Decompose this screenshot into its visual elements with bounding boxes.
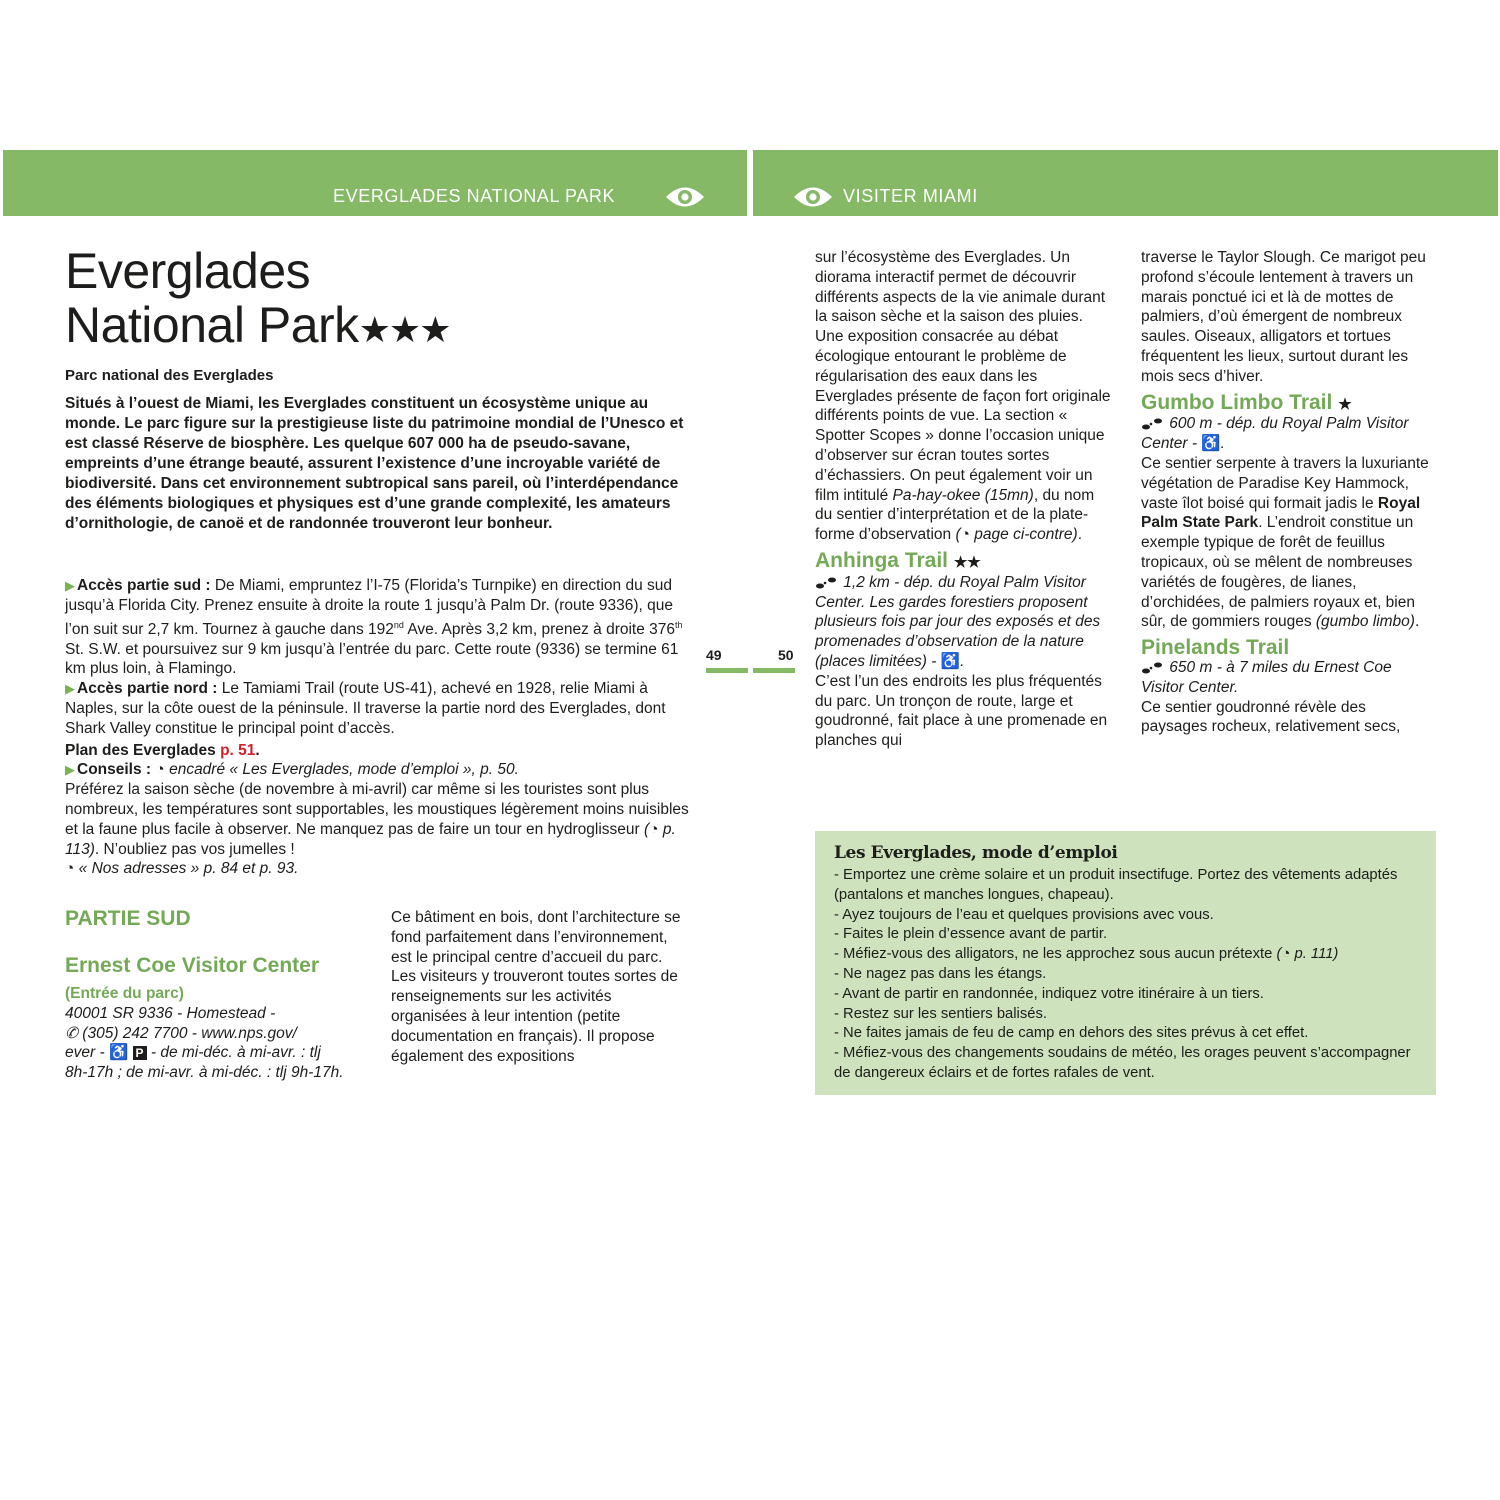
addresses-reference: ◔ « Nos adresses » p. 84 et p. 93. <box>65 860 299 878</box>
eye-icon <box>793 184 833 210</box>
trail-title-pinelands: Pinelands Trail <box>1141 636 1290 660</box>
visitor-center-title: Ernest Coe Visitor Center <box>65 954 320 977</box>
section-title: PARTIE SUD <box>65 907 191 930</box>
rating-stars: ★ <box>1338 395 1352 413</box>
tips: ▶ Conseils : ◔ encadré « Les Everglades, mode d’emploi », p. 50. <box>65 761 519 779</box>
page-number-right: 50 <box>778 647 794 663</box>
rating-stars: ★★★ <box>358 309 450 350</box>
trail-title-anhinga: Anhinga Trail ★★ <box>815 548 981 572</box>
column-3: sur l’écosystème des Everglades. Un diorama interactif permet de découvrir différents aspects de la vie animale durant la saison sèche et la saison des pluies. Une exposition consacrée au débat écologique entourant le problème de régularisation des eaux dans les Everglades présente de façon fort originale différents points de vue. La section « Spotter Scopes » donne l’occasion unique d’observer sur écran toutes sortes d’échassiers. On peut également voir un film intitulé Pa-hay-okee (15mn), du nom du sentier d’interprétation et de la plate-forme d’observation (◔ page ci-contre). Anhinga Trail ★★ 1,2 km - dép. du Royal Palm Visitor Center. Les gardes forestiers proposent plusieurs fois par jour des exposés et des promenades d’observation de la nature (places limitées) - ♿. C’est l’un des endroits les plus fréquentés du parc. Un tronçon de route, large et goudronné, fait place à une promenade en planches qui <box>815 248 1115 751</box>
column-4: traverse le Taylor Slough. Ce marigot peu profond s’écoule lentement à travers un marais ponctué ici et là de mottes de palmiers, d’où émergent de nombreux saules. Oiseaux, alligators et tortues fréquentent les lieux, surtout durant les mois secs d’hiver. Gumbo Limbo Trail ★ 600 m - dép. du Royal Palm Visitor Center - ♿. Ce sentier serpente à travers la luxuriante végétation de Paradise Key Hammock, vaste îlot boisé qui formait jadis le Royal Palm State Park. L’endroit constitue un exemple typique de forêt de feuillus tropicaux, où se mêlent de nombreuses variétés de fougères, de lianes, d’orchidées, de palmiers royaux et, bien sûr, de gommiers rouges (gumbo limbo). Pinelands Trail 650 m - à 7 miles du Ernest Coe Visitor Center. Ce sentier goudronné révèle des paysages rocheux, relativement secs, <box>1141 248 1436 737</box>
running-head-left: EVERGLADES NATIONAL PARK <box>333 186 616 206</box>
rating-stars: ★★ <box>953 553 981 571</box>
triangle-bullet-icon: ▶ <box>65 681 75 697</box>
list-item: - Ne nagez pas dans les étangs. <box>834 965 1047 982</box>
access-block <box>65 576 695 879</box>
list-item: - Emportez une crème solaire et un produit insectifuge. Portez des vêtements adaptés (pantalons et manches longues, chapeau). <box>834 867 1398 903</box>
phone-icon: ✆ <box>65 1024 78 1042</box>
triangle-bullet-icon: ▶ <box>65 762 75 778</box>
tips-box-title: Les Everglades, mode d’emploi <box>834 843 1118 863</box>
tips-box-list <box>834 866 1424 1084</box>
page-bar-right <box>753 668 795 673</box>
footsteps-icon <box>1141 662 1165 674</box>
visitor-center-info: (Entrée du parc) 40001 SR 9336 - Homestead - ✆ (305) 242 7700 - www.nps.gov/ ever - ♿ P - de mi-déc. à mi-avr. : tlj 8h-17h ; de mi-avr. à mi-déc. : tlj 9h-17h. <box>65 985 344 1082</box>
eye-icon <box>665 184 705 210</box>
list-item: - Faites le plein d’essence avant de partir. <box>834 926 1108 943</box>
see-reference-icon: ◔ <box>1281 946 1291 963</box>
parking-icon: P <box>133 1046 147 1060</box>
list-item: - Avant de partir en randonnée, indiquez votre itinéraire à un tiers. <box>834 985 1264 1002</box>
see-reference-icon: ◔ <box>960 526 970 544</box>
title-line-1: Everglades <box>65 243 311 299</box>
see-reference-icon: ◔ <box>155 761 165 779</box>
list-item: - Ne faites jamais de feu de camp en dehors des sites prévus à cet effet. <box>834 1025 1309 1042</box>
map-reference: Plan des Everglades p. 51. <box>65 741 260 759</box>
list-item: - Restez sur les sentiers balisés. <box>834 1005 1047 1022</box>
footsteps-icon <box>815 577 839 589</box>
running-head-right: VISITER MIAMI <box>843 186 978 206</box>
wheelchair-icon: ♿ <box>1201 435 1221 453</box>
access-south: ▶ Accès partie sud : De Miami, empruntez l’I-75 (Florida’s Turnpike) en direction du sud jusqu’à Florida City. Prenez ensuite à droite la route 1 jusqu’à Palm Dr. (route 9336), que l’on suit sur 2,7 km. Tournez à gauche dans 192nd Ave. Après 3,2 km, prenez à droite 376th St. S.W. et poursuivez sur 9 km jusqu’à l’entrée du parc. Cette route (9336) se termine 61 km plus loin, à Flamingo. <box>65 577 683 678</box>
list-item: - Méfiez-vous des alligators, ne les approchez sous aucun prétexte (◔ p. 111) <box>834 946 1339 963</box>
trail-title-gumbo-limbo: Gumbo Limbo Trail ★ <box>1141 390 1352 414</box>
triangle-bullet-icon: ▶ <box>65 578 75 593</box>
subtitle: Parc national des Everglades <box>65 367 274 384</box>
map-page-link[interactable]: p. 51 <box>220 741 256 759</box>
list-item: - Ayez toujours de l’eau et quelques provisions avec vous. <box>834 906 1214 923</box>
page-number-left: 49 <box>706 647 722 663</box>
footsteps-icon <box>1141 418 1165 430</box>
wheelchair-icon: ♿ <box>940 652 961 670</box>
visitor-center-description: Ce bâtiment en bois, dont l’architecture se fond parfaitement dans l’environnement, est le principal centre d’accueil du parc. Les visiteurs y trouveront toutes sortes de renseignements sur les activités organisées à leur intention (petite documentation en français). Il propose également des expositions <box>391 909 681 1065</box>
tips-text: Préférez la saison sèche (de novembre à mi-avril) car même si les touristes sont plus nombreux, les températures sont supportables, les moustiques légèrement moins nuisibles et la faune plus facile à observer. Ne manquez pas de faire un tour en hydroglisseur (◔ p. 113). N’oubliez pas vos jumelles ! <box>65 781 689 858</box>
page-bar-left <box>706 668 748 673</box>
access-north: ▶ Accès partie nord : Le Tamiami Trail (route US-41), achevé en 1928, relie Miami à Naples, sur la côte ouest de la péninsule. Il traverse la partie nord des Everglades, dont Shark Valley constitue le principal point d’accès. <box>65 680 666 737</box>
page-title <box>65 244 449 357</box>
see-reference-icon: ◔ <box>649 820 659 838</box>
list-item: - Méfiez-vous des changements soudains de météo, les orages peuvent s’accompagner de dangereux éclairs et de fortes rafales de vent. <box>834 1045 1411 1081</box>
see-reference-icon: ◔ <box>65 860 75 878</box>
title-line-2: National Park <box>65 297 359 353</box>
lead-paragraph: Situés à l’ouest de Miami, les Everglades constituent un écosystème unique au monde. Le parc figure sur la prestigieuse liste du patrimoine mondial de l’Unesco et est classé Réserve de biosphère. Les quelque 607 000 ha de pseudo-savane, empreints d’une étrange beauté, assurent l’existence d’une incroyable variété de biodiversité. Dans cet environnement subtropical sans pareil, où l’interdépendance des éléments biologiques et physiques est d’une grande complexité, les amateurs d’ornithologie, de canoë et de randonnée trouveront leur bonheur. <box>65 395 684 532</box>
wheelchair-icon: ♿ <box>108 1044 129 1062</box>
